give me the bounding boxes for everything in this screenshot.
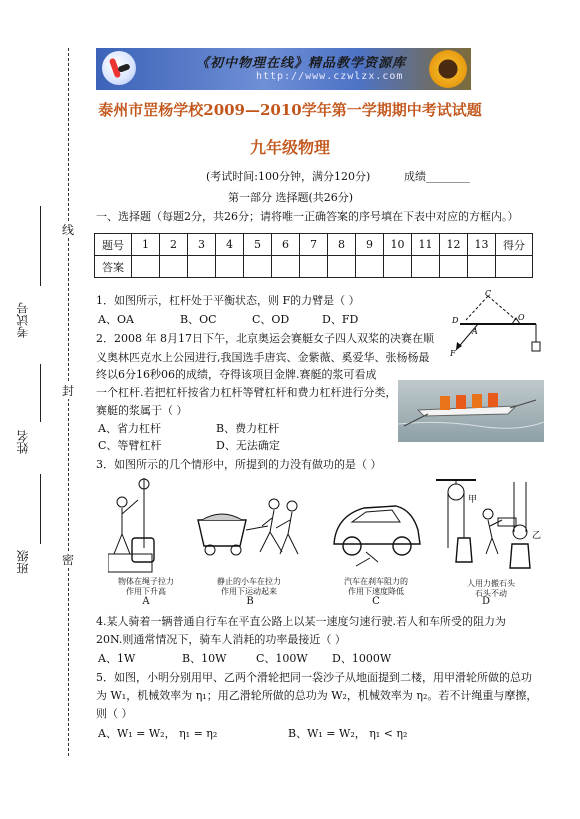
seal-char-line: 线 [61,223,74,237]
q5-option-b: B、W₁ = W₂， η₁ < η₂ [288,727,408,740]
answer-cell-5[interactable] [244,256,272,278]
score-cell[interactable] [496,256,533,278]
score-label: 成绩________ [404,170,470,183]
q2-option-d: D、无法确定 [216,439,280,452]
section-title: 第一部分 选择题(共26分) [228,191,354,204]
q1-option-c: C、OD [252,313,290,326]
seal-char-seal: 封 [61,384,74,398]
q2-rowing-photo [398,380,544,442]
answer-label-cell: 答案 [95,256,132,278]
q3-label-yi: 乙 [532,531,542,541]
q1-label-d: D [452,316,459,325]
answer-cell-8[interactable] [328,256,356,278]
q3-caption-b-1: 静止的小车在拉力 [217,577,281,586]
q2-option-b: B、费力杠杆 [216,422,280,435]
instructions: 一、选择题（每题2分，共26分；请将唯一正确答案的序号填在下表中对应的方框内。） [96,210,519,223]
q3-letter-b: B [246,596,254,607]
number-cell: 6 [272,234,300,256]
q2-line-1: 2．2008 年 8月17日下午，北京奥运会赛艇女子四人双桨的决赛在顺 [96,332,434,345]
answer-cell-12[interactable] [440,256,468,278]
q3-label-jia: 甲 [468,495,478,505]
name-label: 姓名 [16,430,30,454]
answer-cell-9[interactable] [356,256,384,278]
number-cell: 2 [160,234,188,256]
q3-caption-c-1: 汽车在刹车阻力的 [344,577,408,586]
q1-option-a: A、OA [98,313,134,326]
q3-figure-c [326,486,426,572]
score-header-cell: 得分 [496,234,533,256]
q1-text: 1．如图所示，杠杆处于平衡状态，则 F的力臂是（ ） [96,294,360,307]
q3-figure-d [436,478,546,578]
answer-table-header-row [95,234,533,256]
q1-lever-figure [448,290,544,358]
answer-cell-13[interactable] [468,256,496,278]
q3-letter-a: A [142,596,150,607]
q4-option-c: C、100W [256,652,308,665]
site-logo [102,51,136,85]
answer-cell-11[interactable] [412,256,440,278]
answer-cell-7[interactable] [300,256,328,278]
q4-line-2: 20N.则通常情况下，骑车人消耗的功率最接近（ ） [96,633,346,646]
q1-label-c: C [485,290,492,298]
exam-subtitle: 九年级物理 [249,138,330,157]
class-label: 班级 [16,550,30,574]
sunflower-image [429,50,467,88]
answer-table [94,233,533,278]
answer-cell-6[interactable] [272,256,300,278]
q3-caption-d-1: 人用力搬石头 [467,579,515,588]
answer-cell-3[interactable] [188,256,216,278]
q2-line-5: 赛艇的浆属于（ ） [96,404,188,417]
answer-table-answer-row [95,256,533,278]
q1-option-b: B、OC [180,313,217,326]
q1-label-a: A [472,327,478,336]
q5-option-a: A、W₁ = W₂， η₁ = η₂ [98,727,218,740]
q3-caption-c-2: 作用下速度降低 [348,587,404,596]
q4-line-1: 4.某人骑着一辆普通自行车在平直公路上以某一速度匀速行驶.若人和车所受的阻力为 [96,615,506,628]
q2-line-2: 义奥林匹克水上公园进行,我国选手唐宾、金紫薇、奚爱华、张杨杨最 [96,351,430,364]
q1-label-f: F [450,349,456,358]
number-cell: 11 [412,234,440,256]
name-blank [40,364,41,422]
q3-caption-d-2: 石头不动 [475,589,507,598]
exam-info: (考试时间:100分钟，满分120分) [206,170,371,183]
q3-text: 3．如图所示的几个情形中，所提到的力没有做功的是（ ） [96,458,382,471]
number-cell: 5 [244,234,272,256]
q4-option-d: D、1000W [332,652,392,665]
q5-line-1: 5．如图，小明分别用甲、乙两个滑轮把同一袋沙子从地面提到二楼，用甲滑轮所做的总功 [96,671,532,684]
answer-cell-10[interactable] [384,256,412,278]
exam-title: 泰州市罡杨学校2009—2010学年第一学期期中考试试题 [98,101,482,119]
q3-caption-a-1: 物体在绳子拉力 [118,577,174,586]
exam-no-blank [40,206,41,286]
q3-figure-a [108,478,184,574]
q2-option-c: C、等臂杠杆 [98,439,162,452]
class-blank [40,474,41,544]
q2-line-3: 终以6分16秒06的成绩，夺得该项目金牌.赛艇的浆可看成 [96,368,377,381]
q1-option-d: D、FD [322,313,359,326]
q2-line-4: 一个杠杆.若把杠杆按省力杠杆等臂杠杆和费力杠杆进行分类， [96,386,397,399]
number-cell: 12 [440,234,468,256]
seal-char-secret: 密 [61,553,74,567]
q3-caption-a-2: 作用下升高 [126,587,166,596]
q3-figure-b [196,490,302,570]
number-cell: 10 [384,234,412,256]
q2-option-a: A、省力杠杆 [98,422,161,435]
q4-option-a: A、1W [98,652,136,665]
number-cell: 13 [468,234,496,256]
number-cell: 7 [300,234,328,256]
answer-cell-1[interactable] [132,256,160,278]
number-cell: 4 [216,234,244,256]
exam-no-label: 考试号 [16,302,30,338]
q4-option-b: B、10W [182,652,227,665]
banner-title: 《初中物理在线》精品教学资源库 [196,56,407,71]
number-cell: 9 [356,234,384,256]
header-cell: 题号 [95,234,132,256]
number-cell: 3 [188,234,216,256]
q3-letter-c: C [372,596,380,607]
q3-letter-d: D [481,596,491,607]
q1-label-o: O [518,313,525,322]
q3-caption-b-2: 作用下运动起来 [221,587,277,596]
q5-line-2: 为 W₁，机械效率为 η₁；用乙滑轮所做的总功为 W₂，机械效率为 η₂。若不计绳重与摩擦， [96,689,538,702]
number-cell: 8 [328,234,356,256]
site-banner [96,48,471,90]
banner-url: http://www.czwlzx.com [256,71,404,82]
number-cell: 1 [132,234,160,256]
answer-cell-4[interactable] [216,256,244,278]
answer-cell-2[interactable] [160,256,188,278]
q5-line-3: 则（ ） [96,707,133,720]
